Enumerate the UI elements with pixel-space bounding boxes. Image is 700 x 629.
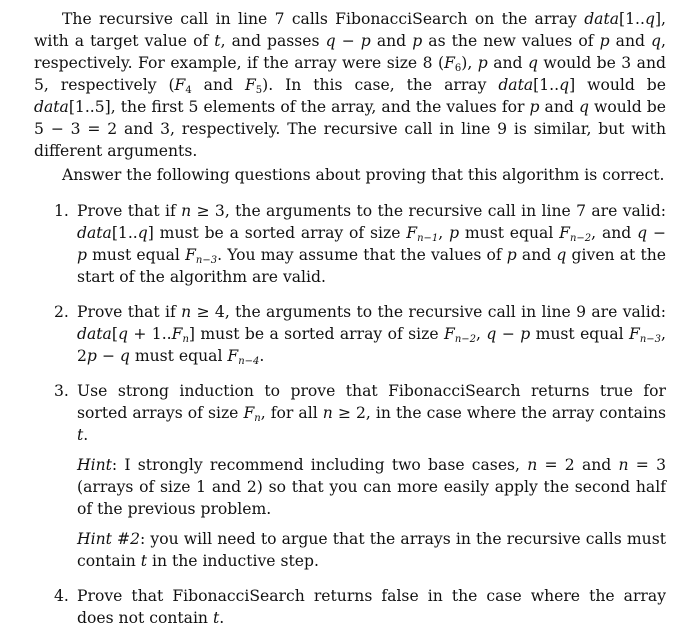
question-item-4 (34, 585, 666, 629)
text: , and passes (220, 32, 326, 50)
question-item-3 (34, 380, 666, 572)
math-subscript: n−2 (454, 334, 476, 345)
text: ). In this case, the array (262, 76, 499, 94)
text: and (609, 32, 652, 50)
hint-label: Hint #2 (77, 530, 141, 548)
math-var: data (584, 10, 620, 28)
text: The recursive call in line 7 calls FibonacciSearch on the array (62, 10, 585, 28)
math-subscript: n (182, 334, 189, 345)
math-subscript: n (254, 413, 261, 424)
text: ] must be a sorted array of size (147, 224, 407, 242)
text: : I strongly recommend including two base cases, (111, 456, 528, 474)
text: Prove that FibonacciSearch returns false in the case where the array does not contain (77, 587, 666, 627)
text: [1.. (533, 76, 560, 94)
math-subscript: n−2 (569, 233, 592, 244)
math-var: n (181, 202, 192, 220)
text: , 2 (77, 325, 666, 365)
math-var: t (214, 32, 221, 50)
math-subscript: 6 (454, 63, 462, 74)
text: ] must be a sorted array of size (188, 325, 444, 343)
math-var: t (140, 552, 147, 570)
hint-block (77, 454, 666, 520)
math-var: n (322, 404, 333, 422)
math-var: data (77, 224, 112, 242)
math-var: F (243, 404, 255, 422)
text: and (516, 246, 557, 264)
text: Prove that if (77, 303, 182, 321)
hint-label: Hint (77, 456, 112, 474)
math-var: n (527, 456, 538, 474)
text: : you will need to argue that the arrays in the recursive calls must contain (77, 530, 666, 570)
intro-paragraph (34, 8, 666, 162)
math-var: data (34, 98, 69, 116)
math-var: p (412, 32, 423, 50)
question-number: 1. (54, 202, 69, 220)
text: , (476, 325, 487, 343)
math-var: data (498, 76, 534, 94)
math-subscript: 5 (255, 85, 263, 96)
math-var: data (77, 325, 112, 343)
math-var: F (174, 76, 186, 94)
math-var: F (171, 325, 183, 343)
question-item-1 (34, 200, 666, 288)
text: = 3 (arrays of size 1 and 2) so that you can more easily apply the second half of the previous problem. (77, 456, 667, 518)
text: ], with a target value of (34, 10, 666, 50)
math-var: p (520, 325, 531, 343)
math-var: t (212, 609, 220, 627)
math-var: t (77, 426, 84, 444)
text: and (539, 98, 579, 116)
math-var: p (360, 32, 371, 50)
math-var: F (629, 325, 640, 343)
text: and (370, 32, 413, 50)
text: must equal (129, 347, 228, 365)
text: ≥ 2, in the case where the array contains (332, 404, 667, 422)
text: . (83, 426, 89, 444)
text: must equal (86, 246, 186, 264)
text: − (496, 325, 521, 343)
math-var: F (227, 347, 239, 365)
text: − (96, 347, 120, 365)
math-var: q (559, 76, 570, 94)
math-var: n (181, 303, 192, 321)
text: ] would be (569, 76, 666, 94)
text: as the new values of (422, 32, 600, 50)
math-var: p (506, 246, 517, 264)
math-var: F (244, 76, 256, 94)
math-var: F (559, 224, 570, 242)
question-number: 2. (54, 303, 69, 321)
text: − (335, 32, 361, 50)
text: . (259, 347, 265, 365)
text: ), (461, 54, 478, 72)
text: in the inductive step. (147, 552, 319, 570)
text: and (487, 54, 528, 72)
math-var: p (477, 54, 488, 72)
instruction-paragraph: Answer the following questions about proving that this algorithm is correct. (62, 166, 665, 184)
math-var: q (637, 224, 648, 242)
question-item-2 (34, 301, 666, 367)
math-subscript: n−1 (417, 233, 439, 244)
math-var: q (117, 325, 128, 343)
math-var: n (618, 456, 629, 474)
question-list (34, 200, 666, 629)
text: must equal (530, 325, 630, 343)
text: [1..5], the first 5 elements of the array, and the values for (68, 98, 530, 116)
text: [ (111, 325, 118, 343)
text: . (219, 609, 225, 627)
text: and (191, 76, 245, 94)
text: , for all (260, 404, 323, 422)
text: would be 5 − 3 = 2 and 3, respectively. The recursive call in line 9 is similar, but with different arguments. (34, 98, 666, 160)
math-var: q (527, 54, 538, 72)
text: , (438, 224, 450, 242)
math-var: p (86, 347, 97, 365)
math-var: q (651, 32, 662, 50)
text: ≥ 4, the arguments to the recursive call in line 9 are valid: (191, 303, 667, 321)
text: [1.. (619, 10, 645, 28)
text: must equal (459, 224, 560, 242)
text: [1.. (111, 224, 138, 242)
text: would be 3 and 5, respectively ( (34, 54, 666, 94)
math-var: q (556, 246, 567, 264)
text: Use strong induction to prove that FibonacciSearch returns true for sorted arrays of size (77, 382, 666, 422)
math-var: q (578, 98, 589, 116)
math-var: F (185, 246, 196, 264)
math-var: q (119, 347, 130, 365)
math-var: F (443, 325, 455, 343)
math-subscript: n−3 (195, 255, 218, 266)
text: Prove that if (77, 202, 182, 220)
math-var: p (77, 246, 87, 264)
math-var: p (449, 224, 460, 242)
question-number: 4. (54, 587, 69, 605)
question-number: 3. (54, 382, 69, 400)
text: . You may assume that the values of (217, 246, 507, 264)
text: , respectively. For example, if the array were size 8 ( (34, 32, 666, 72)
math-var: q (644, 10, 655, 28)
math-var: F (406, 224, 418, 242)
text: ≥ 3, the arguments to the recursive call in line 7 are valid: (191, 202, 667, 220)
text: given at the start of the algorithm are valid. (77, 246, 666, 286)
math-var: q (325, 32, 336, 50)
math-var: q (486, 325, 497, 343)
text: = 2 and (537, 456, 619, 474)
question-body (77, 380, 666, 446)
math-var: p (599, 32, 610, 50)
math-subscript: n−3 (639, 334, 662, 345)
math-var: q (137, 224, 148, 242)
math-subscript: n−4 (238, 356, 260, 367)
math-var: F (444, 54, 455, 72)
text: − (647, 224, 666, 242)
math-var: p (529, 98, 540, 116)
text: + 1.. (127, 325, 172, 343)
hint-block-2 (77, 528, 666, 572)
math-subscript: 4 (185, 85, 192, 96)
text: , and (591, 224, 638, 242)
